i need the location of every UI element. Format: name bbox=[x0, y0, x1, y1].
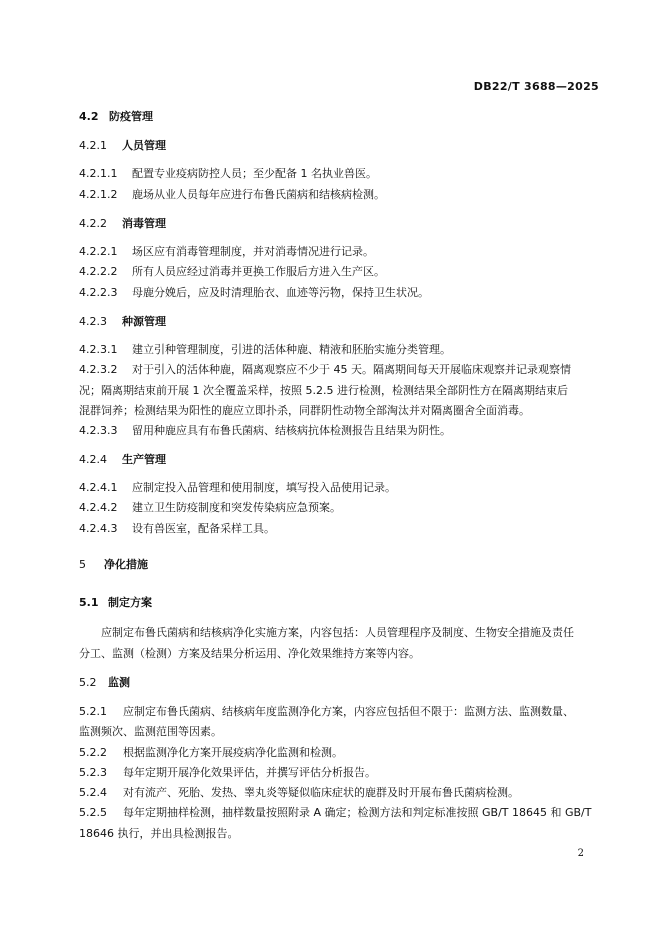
clause-text: 应制定投入品管理和使用制度，填写投入品使用记录。 bbox=[132, 481, 396, 494]
clause-number: 4.2.4.1 bbox=[79, 481, 118, 494]
clause-number: 4.2.1.1 bbox=[79, 167, 118, 180]
section-5-1-heading bbox=[79, 596, 599, 610]
clause-number: 4.2.3.3 bbox=[79, 424, 118, 437]
clause-5-2-1 bbox=[79, 705, 599, 719]
clause-text-line-2: 况；隔离期结束前开展 1 次全覆盖采样，按照 5.2.5 进行检测，检测结果全部阴性方在隔离期结束后 bbox=[79, 384, 568, 397]
clause-number: 4.2.4.3 bbox=[79, 522, 118, 535]
clause-text: 母鹿分娩后，应及时清理胎衣、血迹等污物，保持卫生状况。 bbox=[132, 286, 429, 299]
clause-4-2-2-1 bbox=[79, 245, 599, 259]
clause-4-2-3-2 bbox=[79, 363, 599, 377]
section-title: 种源管理 bbox=[122, 315, 166, 328]
clause-text-line-1: 每年定期抽样检测，抽样数量按照附录 A 确定；检测方法和判定标准按照 GB/T 18645 和 GB/T bbox=[123, 806, 592, 819]
clause-text: 建立引种管理制度，引进的活体种鹿、精液和胚胎实施分类管理。 bbox=[132, 343, 451, 356]
clause-4-2-4-2 bbox=[79, 501, 599, 515]
clause-number: 4.2.2.3 bbox=[79, 286, 118, 299]
clause-text: 所有人员应经过消毒并更换工作服后方进入生产区。 bbox=[132, 265, 385, 278]
clause-number: 5.2.1 bbox=[79, 705, 107, 718]
section-title: 监测 bbox=[108, 676, 130, 689]
section-number: 5 bbox=[79, 558, 86, 571]
clause-number: 4.2.1.2 bbox=[79, 188, 118, 201]
clause-5-2-5-continued bbox=[79, 827, 599, 841]
section-4-2-3-heading bbox=[79, 315, 599, 329]
clause-number: 4.2.2.2 bbox=[79, 265, 118, 278]
section-title: 净化措施 bbox=[104, 558, 148, 571]
page-number: 2 bbox=[577, 848, 584, 859]
clause-text: 配置专业疫病防控人员；至少配备 1 名执业兽医。 bbox=[132, 167, 377, 180]
clause-text-line-1: 对于引入的活体种鹿，隔离观察应不少于 45 天。隔离期间每天开展临床观察并记录观察情 bbox=[132, 363, 571, 376]
section-5-2-heading bbox=[79, 676, 599, 690]
clause-4-2-3-2-continued bbox=[79, 384, 599, 398]
section-number: 4.2 bbox=[79, 110, 99, 123]
section-number: 5.2 bbox=[79, 676, 97, 689]
clause-4-2-2-2 bbox=[79, 265, 599, 279]
clause-4-2-1-2 bbox=[79, 188, 599, 202]
clause-number: 4.2.2.1 bbox=[79, 245, 118, 258]
paragraph-5-1-line-2: 分工、监测（检测）方案及结果分析运用、净化效果维持方案等内容。 bbox=[79, 647, 420, 660]
section-title: 防疫管理 bbox=[109, 110, 153, 123]
clause-number: 5.2.5 bbox=[79, 806, 107, 819]
section-4-2-4-heading bbox=[79, 453, 599, 467]
section-title: 生产管理 bbox=[122, 453, 166, 466]
paragraph-5-1-line-1: 应制定布鲁氏菌病和结核病净化实施方案，内容包括：人员管理程序及制度、生物安全措施及责任 bbox=[101, 626, 574, 639]
clause-5-2-4 bbox=[79, 786, 599, 800]
clause-text-line-3: 混群饲养；检测结果为阳性的鹿应立即扑杀，同群阴性动物全部淘汰并对隔离圈舍全面消毒。 bbox=[79, 404, 530, 417]
clause-4-2-3-3 bbox=[79, 424, 599, 438]
section-title: 消毒管理 bbox=[122, 217, 166, 230]
clause-5-2-1-continued bbox=[79, 725, 599, 739]
clause-number: 5.2.2 bbox=[79, 746, 107, 759]
clause-4-2-2-3 bbox=[79, 286, 599, 300]
standard-code: DB22/T 3688—2025 bbox=[473, 80, 599, 93]
clause-4-2-4-3 bbox=[79, 522, 599, 536]
clause-number: 5.2.4 bbox=[79, 786, 107, 799]
clause-number: 4.2.3.1 bbox=[79, 343, 118, 356]
clause-5-2-5 bbox=[79, 806, 599, 820]
clause-text: 设有兽医室，配备采样工具。 bbox=[132, 522, 275, 535]
section-5-heading bbox=[79, 558, 599, 572]
section-number: 4.2.3 bbox=[79, 315, 107, 328]
clause-text-line-2: 18646 执行，并出具检测报告。 bbox=[79, 827, 239, 840]
section-number: 4.2.1 bbox=[79, 139, 107, 152]
clause-4-2-3-1 bbox=[79, 343, 599, 357]
section-number: 4.2.4 bbox=[79, 453, 107, 466]
clause-text-line-1: 应制定布鲁氏菌病、结核病年度监测净化方案，内容应包括但不限于：监测方法、监测数量、 bbox=[123, 705, 574, 718]
clause-text: 对有流产、死胎、发热、睾丸炎等疑似临床症状的鹿群及时开展布鲁氏菌病检测。 bbox=[123, 786, 519, 799]
clause-text-line-2: 监测频次、监测范围等因素。 bbox=[79, 725, 222, 738]
clause-number: 4.2.3.2 bbox=[79, 363, 118, 376]
clause-4-2-4-1 bbox=[79, 481, 599, 495]
section-title: 人员管理 bbox=[122, 139, 166, 152]
clause-text: 建立卫生防疫制度和突发传染病应急预案。 bbox=[132, 501, 341, 514]
section-4-2-heading bbox=[79, 110, 599, 124]
clause-text: 鹿场从业人员每年应进行布鲁氏菌病和结核病检测。 bbox=[132, 188, 385, 201]
section-4-2-2-heading bbox=[79, 217, 599, 231]
section-4-2-1-heading bbox=[79, 139, 599, 153]
clause-text: 根据监测净化方案开展疫病净化监测和检测。 bbox=[123, 746, 343, 759]
section-title: 制定方案 bbox=[108, 596, 152, 609]
clause-5-2-3 bbox=[79, 766, 599, 780]
clause-number: 4.2.4.2 bbox=[79, 501, 118, 514]
clause-text: 留用种鹿应具有布鲁氏菌病、结核病抗体检测报告且结果为阴性。 bbox=[132, 424, 451, 437]
clause-text: 场区应有消毒管理制度，并对消毒情况进行记录。 bbox=[132, 245, 374, 258]
clause-text: 每年定期开展净化效果评估，并撰写评估分析报告。 bbox=[123, 766, 376, 779]
section-number: 4.2.2 bbox=[79, 217, 107, 230]
section-number: 5.1 bbox=[79, 596, 99, 609]
clause-number: 5.2.3 bbox=[79, 766, 107, 779]
clause-4-2-3-2-continued bbox=[79, 404, 599, 418]
clause-5-2-2 bbox=[79, 746, 599, 760]
clause-4-2-1-1 bbox=[79, 167, 599, 181]
